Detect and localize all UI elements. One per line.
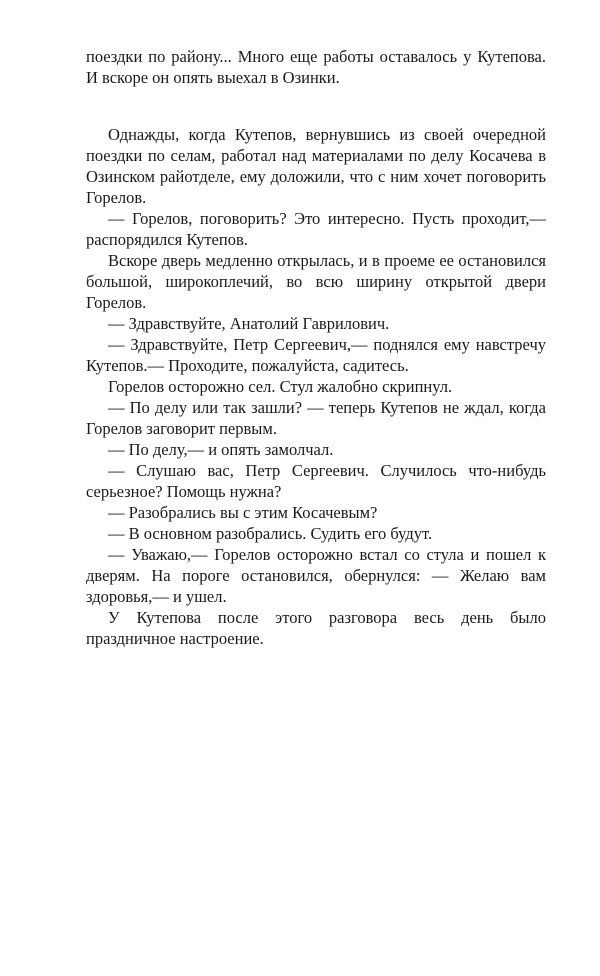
paragraph: — В основном разобрались. Судить его будут.: [108, 524, 433, 543]
paragraph: Вскоре дверь медленно открылась, и в проеме ее остановился большой, широкоплечий, во всю ширину открытой двери Горелов.: [86, 251, 546, 312]
paragraph: — По делу или так зашли? — теперь Кутепов не ждал, когда Горелов заговорит первым.: [86, 398, 546, 438]
paragraph: У Кутепова после этого разговора весь день было праздничное настроение.: [86, 608, 546, 648]
paragraph: Однажды, когда Кутепов, вернувшись из своей очередной поездки по селам, работал над материалами по делу Косачева в Озинском райотделе, ему доложили, что с ним хочет поговорить Горелов.: [86, 125, 546, 207]
paragraph: — Горелов, поговорить? Это интересно. Пусть проходит,— распорядился Кутепов.: [86, 209, 546, 249]
paragraph: — Слушаю вас, Петр Сергеевич. Случилось что-нибудь серьезное? Помощь нужна?: [86, 461, 546, 501]
paragraph: — Здравствуйте, Петр Сергеевич,— поднялся ему навстречу Кутепов.— Проходите, пожалуйста, садитесь.: [86, 335, 546, 375]
main-text-block: [86, 124, 546, 649]
paragraph: — Разобрались вы с этим Косачевым?: [108, 503, 378, 522]
paragraph: — По делу,— и опять замолчал.: [108, 440, 334, 459]
paragraph: — Уважаю,— Горелов осторожно встал со стула и пошел к дверям. На пороге остановился, обернулся: — Желаю вам здоровья,— и ушел.: [86, 545, 546, 606]
paragraph: — Здравствуйте, Анатолий Гаврилович.: [108, 314, 390, 333]
paragraph: Горелов осторожно сел. Стул жалобно скрипнул.: [108, 377, 453, 396]
top-text-block: [86, 46, 546, 88]
top-paragraph: поездки по району... Много еще работы оставалось у Кутепова. И вскоре он опять выехал в Озинки.: [86, 47, 546, 87]
